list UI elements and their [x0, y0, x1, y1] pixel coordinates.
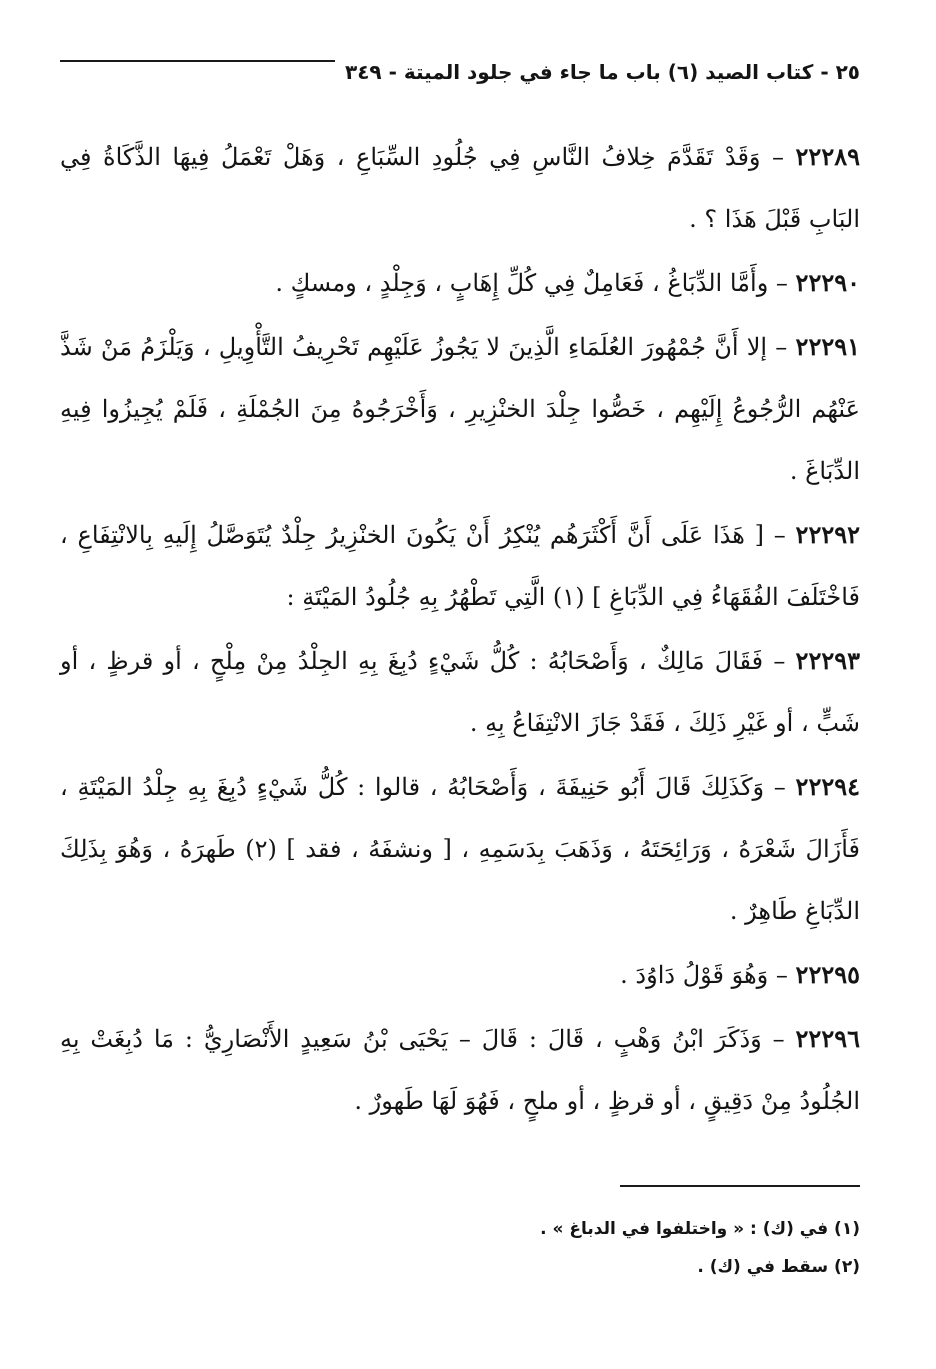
paragraph-number: ٢٢٢٩٠: [795, 268, 860, 297]
paragraph-number: ٢٢٢٩٥: [795, 960, 860, 989]
paragraph: [60, 126, 860, 250]
paragraph-number: ٢٢٢٩٦: [795, 1024, 860, 1053]
footnotes: [60, 1210, 860, 1286]
paragraph: [60, 944, 860, 1006]
paragraph-text: – وَذَكَرَ ابْنُ وَهْبٍ ، قَالَ : قَالَ – يَحْيَى بْنُ سَعِيدٍ الأَنْصَارِيُّ : مَا دُبِغَتْ بِهِ الجُلُودُ مِنْ دَقِيقٍ ، أو قرظٍ ، أو ملحٍ ، فَهُوَ لَهَا طَهورٌ .: [60, 1025, 860, 1115]
paragraph-text: – وَكَذَلِكَ قَالَ أَبُو حَنِيفَةَ ، وَأَصْحَابُهُ ، قالوا : كُلُّ شَيْءٍ دُبِغَ بِهِ جِلْدُ المَيْتَةِ ، فَأَزَالَ شَعْرَهُ ، وَرَائِحَتَهُ ، وَذَهَبَ بِدَسَمِهِ ، [ ونشفَهُ ، فقد ] (٢) طَهرَهُ ، وَهُوَ بِذَلِكَ الدِّبَاغِ طَاهِرٌ .: [60, 773, 860, 925]
paragraph: [60, 316, 860, 502]
footnote: (٢) سقط في (ك) .: [697, 1257, 860, 1277]
footnote: (١) في (ك) : « واختلفوا في الدباغ » .: [540, 1219, 860, 1239]
paragraph-text: – وَهُوَ قَوْلُ دَاوُدَ .: [620, 961, 788, 989]
paragraph-text: – وَقَدْ تَقَدَّمَ خِلافُ النَّاسِ فِي جُلُودِ السِّبَاعِ ، وَهَلْ تَعْمَلُ فِيهَا الذَّكَاةُ فِي البَابِ قَبْلَ هَذَا ؟ .: [60, 143, 860, 233]
main-text: [60, 126, 860, 1134]
paragraph: [60, 252, 860, 314]
paragraph-text: – إلا أَنَّ جُمْهُورَ العُلَمَاءِ الَّذِينَ لا يَجُوزُ عَلَيْهِم تَحْرِيفُ التَّأْوِيلِ ، وَيَلْزَمُ مَنْ شَذَّ عَنْهُم الرُّجُوعُ إِلَيْهِم ، خَصُّوا جِلْدَ الخنْزِيرِ ، وَأَخْرَجُوهُ مِنَ الجُمْلَةِ ، فَلَمْ يُجِيزُوا فِيهِ الدِّبَاغَ .: [60, 333, 860, 485]
paragraph: [60, 1008, 860, 1132]
paragraph-number: ٢٢٢٩٤: [795, 772, 860, 801]
paragraph-number: ٢٢٢٨٩: [795, 142, 860, 171]
paragraph: [60, 756, 860, 942]
paragraph-number: ٢٢٢٩٢: [795, 520, 860, 549]
running-header: [60, 60, 860, 84]
paragraph-number: ٢٢٢٩٣: [795, 646, 860, 675]
paragraph: [60, 504, 860, 628]
book-page: [60, 0, 860, 1369]
paragraph-number: ٢٢٢٩١: [795, 332, 860, 361]
header-title: ٢٥ - كتاب الصيد (٦) باب ما جاء في جلود الميتة - ٣٤٩: [345, 60, 860, 84]
paragraph-text: – [ هَذَا عَلَى أَنَّ أَكْثَرَهُم يُنْكِرُ أَنْ يَكُونَ الخنْزِيرُ جِلْدٌ يُتَوَصَّلُ إِلَيهِ بِالانْتِفَاعِ ، فَاخْتَلَفَ الفُقَهَاءُ فِي الدِّبَاغِ ] (١) الَّتِي تَطْهُرُ بِهِ جُلُودُ المَيْتَةِ :: [60, 521, 860, 611]
paragraph-text: – فَقَالَ مَالِكٌ ، وَأَصْحَابُهُ : كُلُّ شَيْءٍ دُبِغَ بِهِ الجِلْدُ مِنْ مِلْحٍ ، أو قرظٍ ، أو شَبٍّ ، أو غَيْرِ ذَلِكَ ، فَقَدْ جَازَ الانْتِفَاعُ بِهِ .: [60, 647, 860, 737]
paragraph: [60, 630, 860, 754]
paragraph-text: – وأَمَّا الدِّبَاغُ ، فَعَامِلٌ فِي كُلِّ إِهَابٍ ، وَجِلْدٍ ، ومسكٍ .: [275, 269, 788, 297]
header-rule: [60, 60, 335, 62]
footnote-separator: [620, 1185, 860, 1187]
